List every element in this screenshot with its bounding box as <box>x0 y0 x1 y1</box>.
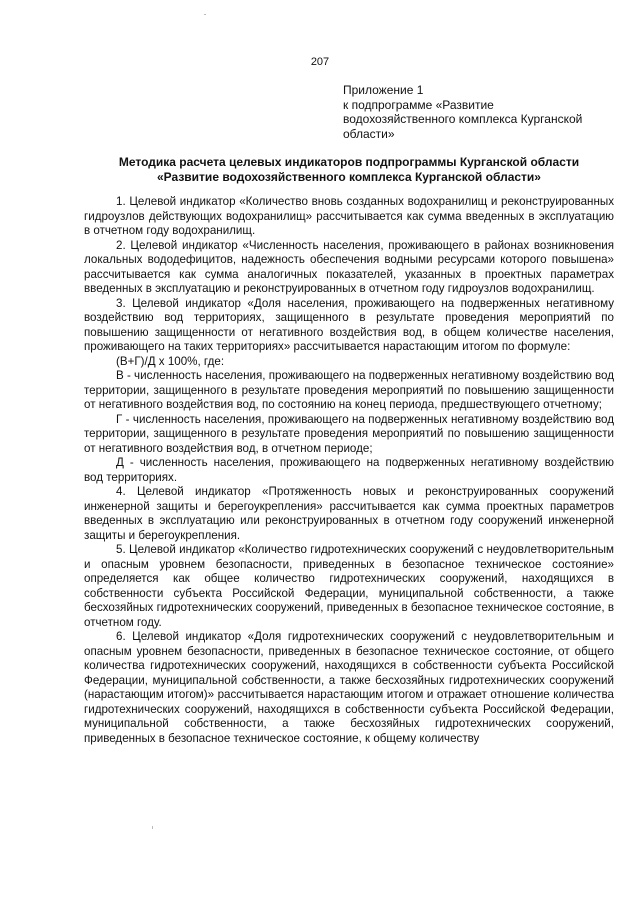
scan-speck <box>204 14 206 15</box>
appendix-line: области» <box>343 126 395 141</box>
definition-d: Д - численность населения, проживающего на подверженных негативному воздействию вод территориях. <box>84 456 614 484</box>
title-line: «Развитие водохозяйственного комплекса Курганской области» <box>157 170 541 184</box>
paragraph-indicator-1: 1. Целевой индикатор «Количество вновь созданных водохранилищ и реконструированных гидроузлов действующих водохранилищ» рассчитывается как сумма введенных в эксплуатацию в отчетном году водохранилищ. <box>84 195 614 237</box>
paragraph-indicator-4: 4. Целевой индикатор «Протяженность новых и реконструированных сооружений инженерной защиты и берегоукрепления» рассчитывается как сумма проектных параметров введенных в эксплуатацию или реконструированных в отчетном году сооружений инженерной защиты и берегоукрепления. <box>84 485 614 542</box>
document-body <box>84 195 614 746</box>
paragraph-indicator-5: 5. Целевой индикатор «Количество гидротехнических сооружений с неудовлетворительным и опасным уровнем безопасности, приведенных в безопасное техническое состояние» определяется как общее количество гидротехнических сооружений, находящихся в собственности субъекта Российской Федерации, муниципальной собственности, а также бесхозяйных гидротехнических сооружений, приведенных в безопасное техническое состояние, в отчетном году. <box>84 543 614 629</box>
page-number: 207 <box>310 56 330 68</box>
formula-line: (В+Г)/Д х 100%, где: <box>116 354 225 368</box>
paragraph-indicator-6: 6. Целевой индикатор «Доля гидротехнических сооружений с неудовлетворительным и опасным уровнем безопасности, приведенных в безопасное техническое состояние, от общего количества гидротехнических сооружений, находящихся в собственности субъекта Российской Федерации, муниципальной собственности, а также бесхозяйных гидротехнических сооружений (нарастающим итогом)» рассчитывается нарастающим итогом и отражает отношение количества гидротехнических сооружений, находящихся в собственности субъекта Российской Федерации, муниципальной собственности, а также бесхозяйных гидротехнических сооружений, приведенных в безопасное техническое состояние, к общему количеству <box>84 630 614 745</box>
appendix-header <box>343 83 613 141</box>
paragraph-indicator-2: 2. Целевой индикатор «Численность населения, проживающего в районах возникновения локальных вододефицитов, надежность обеспечения водными ресурсами которого повышена» рассчитывается как сумма аналогичных показателей, указанных в проектных параметрах введенных в эксплуатацию и реконструированных в отчетном году гидроузлов водохранилищ. <box>84 238 614 295</box>
paragraph-indicator-3: 3. Целевой индикатор «Доля населения, проживающего на подверженных негативному воздействию вод территориях, защищенного в результате проведения мероприятий по повышению защищенности от негативного воздействия вод, в общем количестве населения, проживающего на таких территориях» рассчитывается нарастающим итогом по формуле: <box>84 296 614 353</box>
appendix-line: водохозяйственного комплекса Курганской <box>343 112 583 126</box>
title-line: Методика расчета целевых индикаторов подпрограммы Курганской области <box>118 155 580 169</box>
definition-v: В - численность населения, проживающего на подверженных негативному воздействию вод территории, защищенного в результате проведения мероприятий по повышению защищенности от негативного воздействия вод, по состоянию на конец периода, предшествующего отчетному; <box>84 369 614 411</box>
appendix-line: Приложение 1 <box>343 83 424 97</box>
scan-speck <box>152 826 153 829</box>
document-title <box>84 155 614 185</box>
definition-g: Г - численность населения, проживающего на подверженных негативному воздействию вод территории, защищенного в результате проведения мероприятий по повышению защищенности от негативного воздействия вод, в отчетном периоде; <box>84 412 614 455</box>
appendix-line: к подпрограмме «Развитие <box>343 97 494 112</box>
